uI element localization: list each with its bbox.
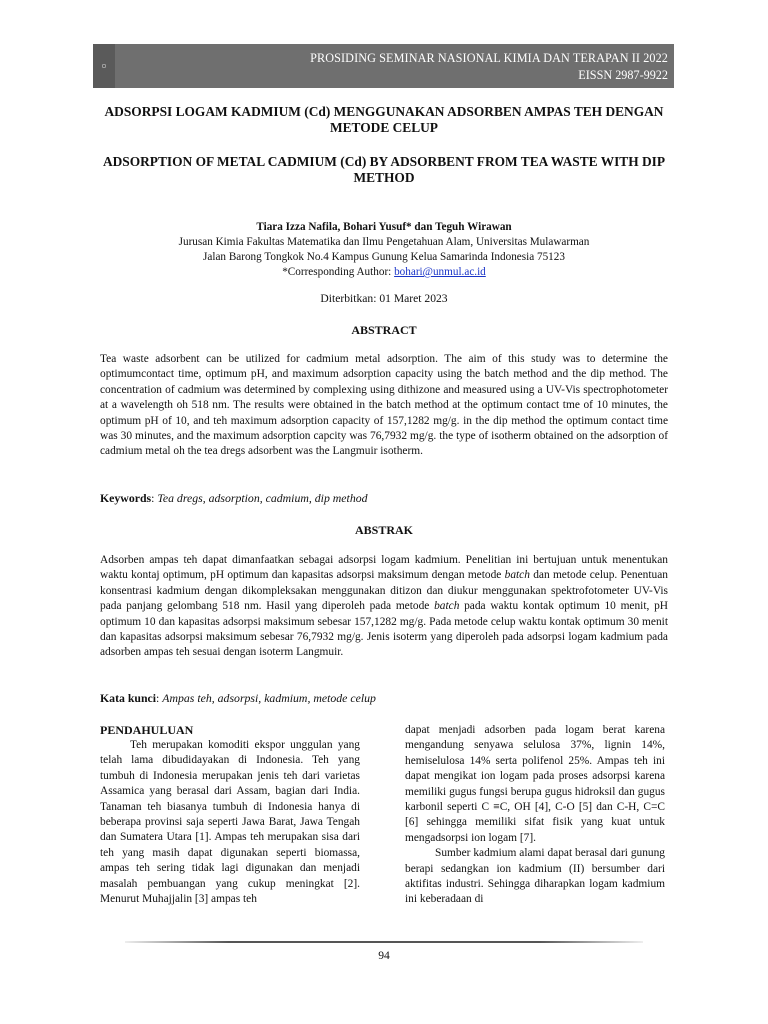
affiliation-line-2: Jalan Barong Tongkok No.4 Kampus Gunung Kelua Samarinda Indonesia 75123 — [203, 251, 565, 263]
corresponding-email-link[interactable]: bohari@unmul.ac.id — [394, 266, 486, 278]
journal-header — [93, 44, 674, 88]
footer-rule — [125, 941, 643, 943]
intro-left-column — [100, 723, 360, 907]
page-number: 94 — [378, 949, 390, 962]
abstrak-italic-batch-1: batch — [504, 569, 530, 582]
affiliation-line-1: Jurusan Kimia Fakultas Matematika dan Ilmu Pengetahuan Alam, Universitas Mulawarman — [178, 236, 590, 248]
corresponding-author — [100, 265, 668, 280]
abstract-text: Tea waste adsorbent can be utilized for cadmium metal adsorption. The aim of this study was to determine the optimumcontact time, optimum pH, and maximum adsorption capacity using the batch method and the dip method. The concentration of cadmium was determined by complexing using dithizone and measured using a UV-Vis spectrophotometer at a wavelength oh 518 nm. The results were obtained in the batch method at the optimum contact tme of 10 minutes, the optimum pH of 10, and teh maximum adsorption capacity of 157,1282 mg/g. in the dip method the optimum contact time was 30 minutes, and the maximum adsorption capcity was 76,7932 mg/g. the type of isotherm obtained on the adsorption of cadmium metal oh the tea dregs adsorbent was the Langmuir isotherm. — [100, 353, 668, 458]
abstrak-heading: ABSTRAK — [354, 523, 413, 537]
kata-kunci-line: Kata kunci: Ampas teh, adsorpsi, kadmium, metode celup — [100, 691, 376, 705]
title-indonesian: ADSORPSI LOGAM KADMIUM (Cd) MENGGUNAKAN ADSORBEN AMPAS TEH DENGAN METODE CELUP — [104, 104, 664, 135]
journal-logo-icon: ▫ — [93, 44, 115, 88]
keywords-line: Keywords: Tea dregs, adsorption, cadmium, dip method — [100, 491, 368, 505]
abstrak-italic-batch-2: batch — [434, 600, 460, 613]
kata-kunci-value: Ampas teh, adsorpsi, kadmium, metode celup — [162, 691, 376, 705]
abstrak-text — [100, 553, 668, 661]
abstrak-text-part-2: dan metode celup. Penentuan konsentrasi kadmium dengan dikompleksakan menggunakan ditizon dan diukur menggunakan spektrofotometer UV-Vis pada panjang gelombang 518 nm. Hasil yang diperoleh pada metode — [100, 569, 668, 613]
corresponding-label: *Corresponding Author: — [282, 266, 395, 278]
intro-heading: PENDAHULUAN — [100, 723, 194, 737]
kata-kunci-label: Kata kunci — [100, 691, 157, 705]
author-names: Tiara Izza Nafila, Bohari Yusuf* dan Teguh Wirawan — [256, 221, 512, 233]
abstract-heading: ABSTRACT — [351, 323, 417, 337]
title-english: ADSORPTION OF METAL CADMIUM (Cd) BY ADSORBENT FROM TEA WASTE WITH DIP METHOD — [102, 154, 666, 185]
journal-name: PROSIDING SEMINAR NASIONAL KIMIA DAN TERAPAN II 2022 — [310, 51, 668, 65]
abstrak-text-part-1: Adsorben ampas teh dapat dimanfaatkan sebagai adsorpsi logam kadmium. Penelitian ini bertujuan untuk menentukan waktu kontaj optimum, pH optimum dan kapasitas adsorpsi maksimum dengan metode — [100, 554, 668, 582]
intro-paragraph-1-cont: dapat menjadi adsorben pada logam berat karena mengandung senyawa selulosa 37%, lignin 14%, hemiselulosa 14% serta polifenol 25%. Ampas teh ini dapat mengikat ion logam pada proses adsorpsi karena memiliki gugus fungsi berupa gugus hidroksil dan gugus karbonil seperti C ≡C, OH [4], C-O [5] dan C-H, C=C [6] sehingga memiliki sifat fisik yang kuat untuk mengadsorpsi ion logam [7]. — [405, 724, 665, 844]
intro-right-column — [405, 723, 665, 908]
published-date: Diterbitkan: 01 Maret 2023 — [320, 292, 448, 305]
intro-paragraph-2: Sumber kadmium alami dapat berasal dari gunung berapi sedangkan ion kadmium (II) bersumber dari aktifitas industri. Sehingga diharapkan logam kadmium ini keberadaan di — [405, 847, 665, 906]
abstrak-text-part-3: pada waktu kontak optimum 10 menit, pH optimum 10 dan kapasitas adsorpsi maksimum sebesar 157,1282 mg/g. Pada metode celup waktu kontak optimum 30 menit dan kapasitas adsorpsi maksimum sebesar 76,7932 mg/g. Jenis isoterm yang diperoleh pada adsorpsi logam kadmium pada adsorben ampas teh sesuai dengan isoterm Langmuir. — [100, 600, 668, 659]
intro-paragraph-1: Teh merupakan komoditi ekspor unggulan yang telah lama dibudidayakan di Indonesia. Teh yang tumbuh di Indonesia merupakan jenis teh dari varietas Assamica yang berasal dari Assam, bagian dari India. Tanaman teh biasanya tumbuh di Indonesia hanya di beberapa provinsi saja seperti Jawa Barat, Jawa Tengah dan Sumatera Utara [1]. Ampas teh merupakan sisa dari teh yang masih dapat digunakan seperti biomassa, ampas teh sering tidak lagi digunakan dan menjadi masalah pembuangan yang cukup meningkat [2]. Menurut Muhajjalin [3] ampas teh — [100, 739, 360, 906]
keywords-label: Keywords — [100, 491, 152, 505]
author-block — [100, 220, 668, 280]
keywords-value: Tea dregs, adsorption, cadmium, dip method — [157, 491, 368, 505]
journal-issn: EISSN 2987-9922 — [578, 68, 668, 82]
